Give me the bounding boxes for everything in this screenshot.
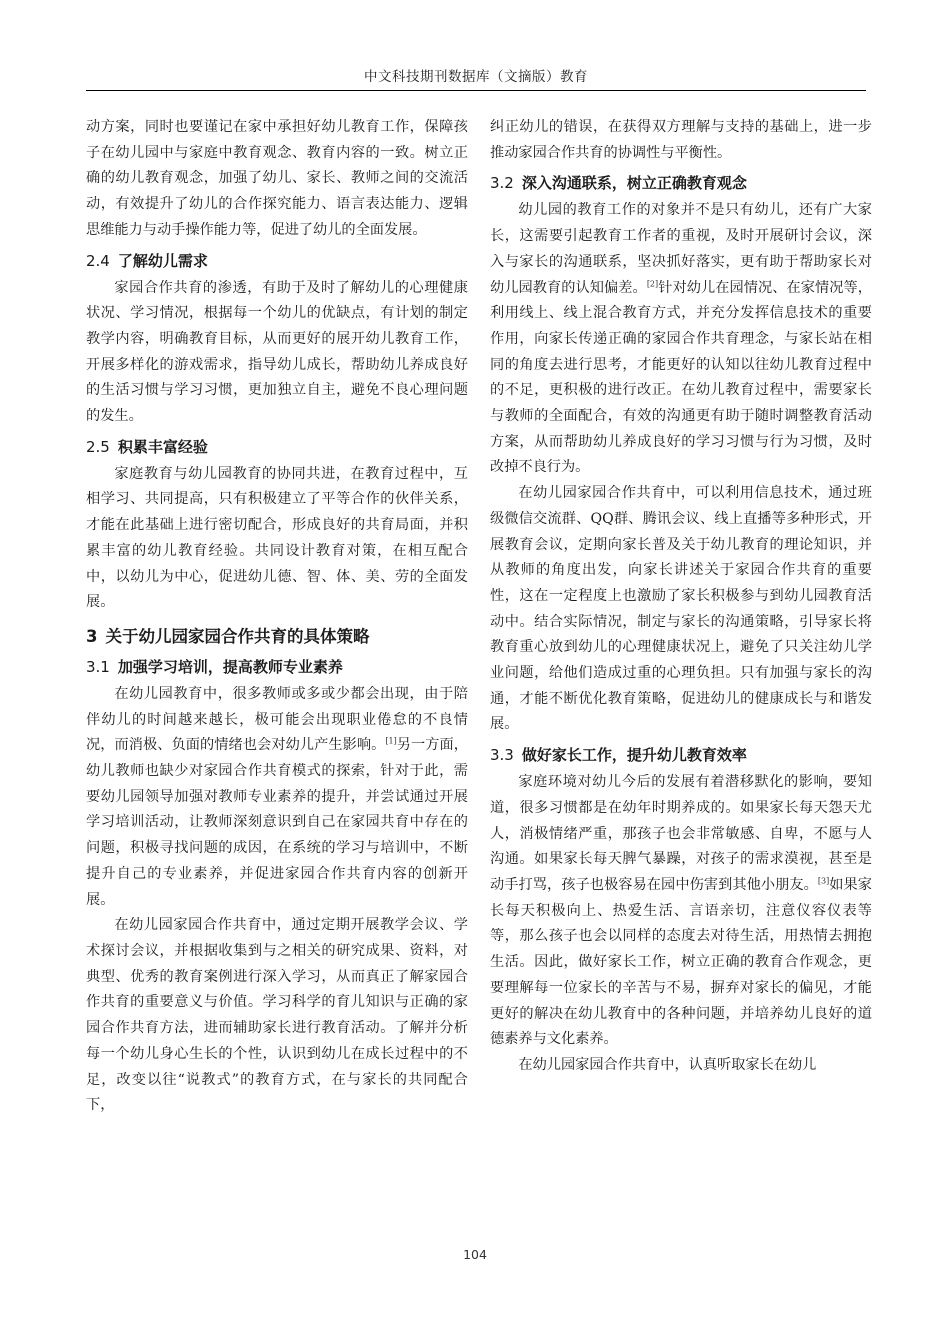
section-heading-2-5: [86, 434, 468, 460]
paragraph-text: 幼儿园的教育工作的对象并不是只有幼儿，还有广大家长，这需要引起教育工作者的重视，及时开展研讨会议，深入与家长的沟通联系，坚决抓好落实，更有助于帮助家长对幼儿园教育的认知偏差。: [490, 202, 872, 296]
section-heading-3: [86, 624, 468, 650]
section-number: 3.3: [490, 746, 514, 765]
paragraph-text: 针对幼儿在园情况、在家情况等，利用线上、线上混合教育方式，并充分发挥信息技术的重要作用，向家长传递正确的家园合作共育理念，与家长站在相同的角度去进行思考，才能更好的认知以往幼儿教育过程中的不足，更积极的进行改正。在幼儿教育过程中，需要家长与教师的全面配合，有效的沟通更有助于随时调整教育活动方案，从而帮助幼儿养成良好的学习习惯与行为习惯，及时改掉不良行为。: [490, 279, 872, 476]
section-number: 3: [86, 626, 98, 646]
journal-header: 中文科技期刊数据库（文摘版）教育: [86, 68, 866, 91]
section-title: 关于幼儿园家园合作共育的具体策略: [105, 626, 370, 646]
section-number: 2.4: [86, 251, 110, 270]
paragraph-text: 如果家长每天积极向上、热爱生活、言语亲切，注意仪容仪表等等，那么孩子也会以同样的态度去对待生活，用热情去拥抱生活。因此，做好家长工作，树立正确的教育合作观念，更要理解每一位家长的辛苦与不易，摒弃对家长的偏见，才能更好的解决在幼儿教育中的各种问题，并培养幼儿良好的道德素养与文化素养。: [490, 876, 872, 1048]
right-column: [490, 115, 872, 1079]
paragraph: 家园合作共育的渗透，有助于及时了解幼儿的心理健康状况、学习情况，根据每一个幼儿的优缺点，有计划的制定教学内容，明确教育目标，从而更好的展开幼儿教育工作，开展多样化的游戏需求，指导幼儿成长，帮助幼儿养成良好的生活习惯与学习习惯，更加独立自主，避免不良心理问题的发生。: [86, 279, 468, 425]
paragraph: [490, 198, 872, 481]
section-title: 积累丰富经验: [117, 437, 208, 456]
paragraph: 动方案，同时也要谨记在家中承担好幼儿教育工作，保障孩子在幼儿园中与家庭中教育观念、教育内容的一致。树立正确的幼儿教育观念，加强了幼儿、家长、教师之间的交流活动，有效提升了幼儿的合作探究能力、语言表达能力、逻辑思维能力与动手操作能力等，促进了幼儿的全面发展。: [86, 119, 468, 238]
section-heading-3-2: [490, 170, 872, 196]
section-heading-3-3: [490, 742, 872, 768]
section-title: 了解幼儿需求: [117, 251, 208, 270]
paragraph: 纠正幼儿的错误，在获得双方理解与支持的基础上，进一步推动家园合作共育的协调性与平衡性。: [490, 119, 872, 161]
section-number: 2.5: [86, 437, 110, 456]
left-column: [86, 115, 468, 1119]
section-title: 做好家长工作，提升幼儿教育效率: [521, 746, 747, 765]
page-number: 104: [463, 1247, 487, 1262]
citation-ref: [3]: [817, 876, 830, 886]
section-title: 深入沟通联系，树立正确教育观念: [521, 174, 747, 193]
paragraph: 在幼儿园家园合作共育中，可以利用信息技术，通过班级微信交流群、QQ群、腾讯会议、线上直播等多种形式，开展教育会议，定期向家长普及关于幼儿教育的理论知识，并从教师的角度出发，向家长讲述关于家园合作共育的重要性，这在一定程度上也激励了家长积极参与到幼儿园教育活动中。结合实际情况，制定与家长的沟通策略，引导家长将教育重心放到幼儿的心理健康状况上，避免了只关注幼儿学业问题，给他们造成过重的心理负担。只有加强与家长的沟通，才能不断优化教育策略，促进幼儿的健康成长与和谐发展。: [490, 485, 872, 733]
paragraph: 在幼儿园家园合作共育中，通过定期开展教学会议、学术探讨会议，并根据收集到与之相关的研究成果、资料，对典型、优秀的教育案例进行深入学习，从而真正了解家园合作共育的重要意义与价值。学习科学的育儿知识与正确的家园合作共育方法，进而辅助家长进行教育活动。了解并分析每一个幼儿身心生长的个性，认识到幼儿在成长过程中的不足，改变以往“说教式”的教育方式，在与家长的共同配合下，: [86, 917, 468, 1114]
paragraph-text: 在幼儿园教育中，很多教师或多或少都会出现，由于陪伴幼儿的时间越来越长，极可能会出现职业倦怠的不良情况，而消极、负面的情绪也会对幼儿产生影响。: [86, 685, 468, 754]
section-title: 加强学习培训，提高教师专业素养: [117, 657, 343, 676]
section-heading-2-4: [86, 248, 468, 274]
paragraph-text: 另一方面，幼儿教师也缺少对家园合作共育模式的探索，针对于此，需要幼儿园领导加强对教师专业素养的提升，并尝试通过开展学习培训活动，让教师深刻意识到自己在家园共育中存在的问题，积极寻找问题的成因，在系统的学习与培训中，不断提升自己的专业素养，并促进家园合作共育内容的创新开展。: [86, 737, 468, 908]
paragraph: [490, 770, 872, 1053]
section-heading-3-1: [86, 654, 468, 680]
citation-ref: [1]: [385, 736, 397, 746]
paragraph: [86, 682, 468, 913]
paragraph: 家庭教育与幼儿园教育的协同共进，在教育过程中，互相学习、共同提高，只有积极建立了平等合作的伙伴关系，才能在此基础上进行密切配合，形成良好的共育局面，并积累丰富的幼儿教育经验。共同设计教育对策，在相互配合中，以幼儿为中心，促进幼儿德、智、体、美、劳的全面发展。: [86, 465, 468, 611]
paragraph-text: 家庭环境对幼儿今后的发展有着潜移默化的影响，要知道，很多习惯都是在幼年时期养成的。如果家长每天怨天尤人，消极情绪严重，那孩子也会非常敏感、自卑，不愿与人沟通。如果家长每天脾气暴躁，对孩子的需求漠视，甚至是动手打骂，孩子也极容易在园中伤害到其他小朋友。: [490, 774, 872, 893]
section-number: 3.1: [86, 657, 110, 676]
section-number: 3.2: [490, 174, 514, 193]
paragraph: 在幼儿园家园合作共育中，认真听取家长在幼儿: [518, 1056, 817, 1073]
citation-ref: [2]: [646, 278, 659, 288]
